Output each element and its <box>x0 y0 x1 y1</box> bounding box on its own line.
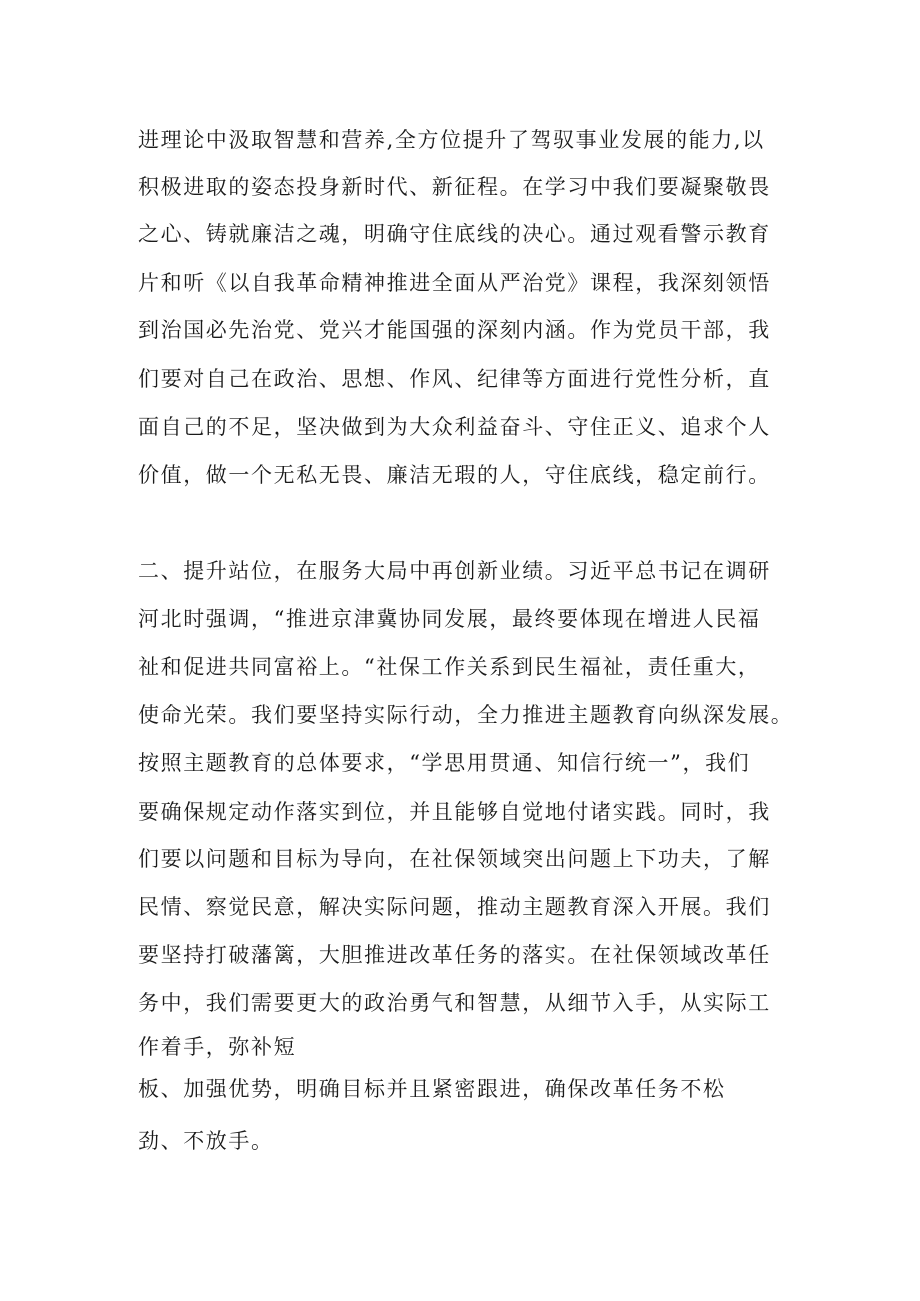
text-line: 面自己的不足，坚决做到为大众利益奋斗、守住正义、追求个人 <box>138 415 771 439</box>
text-line: 劲、不放手。 <box>138 1129 274 1153</box>
text-line: 片和听《以自我革命精神推进全面从严治党》课程，我深刻领悟 <box>138 271 771 295</box>
text-line: 务中，我们需要更大的政治勇气和智慧，从细节入手，从实际工 <box>138 991 771 1015</box>
text-line: 价值，做一个无私无畏、廉洁无瑕的人，守住底线，稳定前行。 <box>138 463 771 487</box>
text-line: 要坚持打破藩篱，大胆推进改革任务的落实。在社保领域改革任 <box>138 943 771 967</box>
text-line: 祉和促进共同富裕上。“社保工作关系到民生福祉，责任重大， <box>138 655 761 679</box>
text-line: 板、加强优势，明确目标并且紧密跟进，确保改革任务不松 <box>138 1077 726 1101</box>
text-line: 积极进取的姿态投身新时代、新征程。在学习中我们要凝聚敬畏 <box>138 175 771 199</box>
section-heading-line: 二、提升站位，在服务大局中再创新业绩。习近平总书记在调研 <box>138 559 771 583</box>
text-line: 进理论中汲取智慧和营养,全方位提升了驾驭事业发展的能力,以 <box>138 128 765 152</box>
text-line: 要确保规定动作落实到位，并且能够自觉地付诸实践。同时，我 <box>138 800 771 824</box>
text-line: 作着手，弥补短 <box>138 1035 297 1059</box>
text-line: 按照主题教育的总体要求，“学思用贯通、知信行统一”，我们 <box>138 751 751 775</box>
text-line: 们要对自己在政治、思想、作风、纪律等方面进行党性分析，直 <box>138 367 771 391</box>
text-line: 河北时强调，“推进京津冀协同发展，最终要体现在增进人民福 <box>138 607 761 631</box>
text-line: 们要以问题和目标为导向，在社保领域突出问题上下功夫，了解 <box>138 847 771 871</box>
text-line: 使命光荣。我们要坚持实际行动，全力推进主题教育向纵深发展。 <box>138 703 794 727</box>
text-line: 民情、察觉民意，解决实际问题，推动主题教育深入开展。我们 <box>138 895 771 919</box>
text-line: 到治国必先治党、党兴才能国强的深刻内涵。作为党员干部，我 <box>138 318 771 342</box>
text-line: 之心、铸就廉洁之魂，明确守住底线的决心。通过观看警示教育 <box>138 222 771 246</box>
